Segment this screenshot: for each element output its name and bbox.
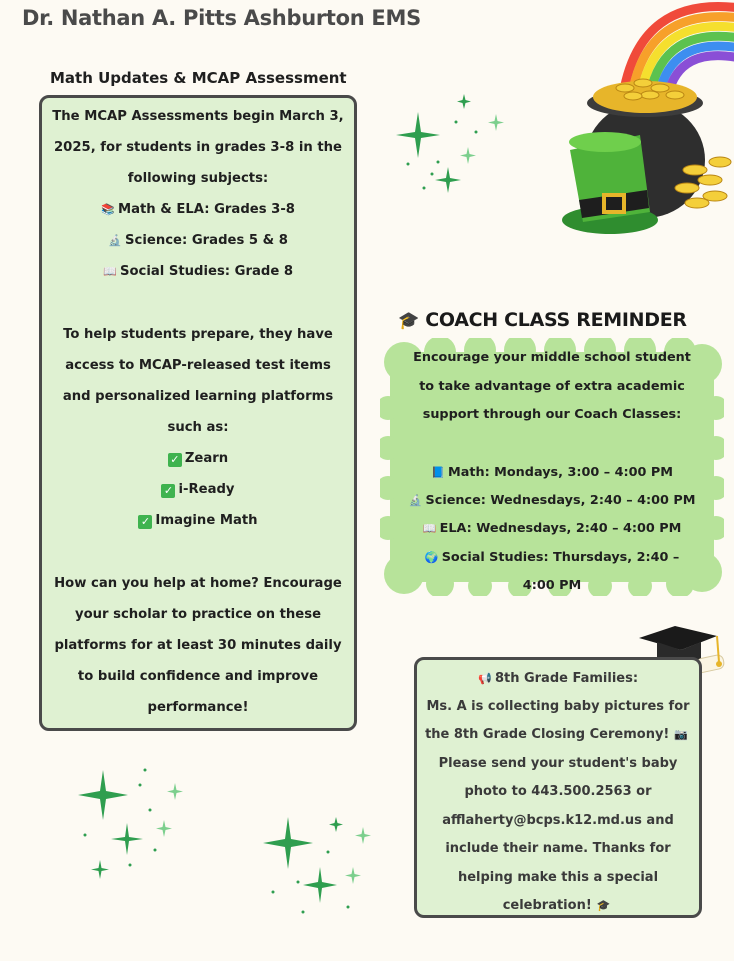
prep-line: To help students prepare, they have	[63, 327, 333, 342]
coach-class-social-studies: 🌍 Social Studies: Thursdays, 2:40 –	[424, 550, 680, 565]
platform-imagine-math: ✓ Imagine Math	[42, 513, 354, 529]
subject-math-ela: 📚 Math & ELA: Grades 3-8	[101, 202, 295, 217]
home-line: How can you help at home? Encourage	[54, 576, 342, 591]
families-line: helping make this a special	[457, 870, 659, 885]
coach-class-ela: 📖 ELA: Wednesdays, 2:40 – 4:00 PM	[422, 521, 682, 536]
books-icon: 📚	[101, 203, 115, 216]
globe-icon: 🌍	[424, 551, 439, 564]
families-header: 📢 8th Grade Families:	[478, 671, 639, 686]
section-subtitle: Math Updates & MCAP Assessment	[50, 69, 347, 87]
families-line: Please send your student's baby	[438, 756, 678, 771]
home-line: platforms for at least 30 minutes daily	[54, 638, 342, 653]
home-line: to build confidence and improve	[77, 669, 319, 684]
open-book-icon: 📖	[422, 522, 437, 535]
megaphone-icon: 📢	[478, 672, 492, 685]
families-line: include their name. Thanks for	[445, 841, 671, 856]
page-title: Dr. Nathan A. Pitts Ashburton EMS	[22, 6, 421, 30]
families-line: Ms. A is collecting baby pictures for	[426, 699, 690, 714]
coach-intro-line: support through our Coach Classes:	[422, 407, 682, 422]
families-line: celebration! 🎓	[502, 898, 611, 913]
families-line: the 8th Grade Closing Ceremony! 📷	[425, 727, 688, 742]
microscope-icon: 🔬	[408, 494, 423, 507]
mcap-line: 2025, for students in grades 3-8 in the	[54, 140, 342, 155]
sparkles-decoration	[258, 812, 378, 927]
microscope-icon: 🔬	[108, 234, 122, 247]
rainbow-pot-of-gold-illustration	[555, 0, 734, 245]
mcap-line: following subjects:	[127, 171, 269, 186]
home-line: your scholar to practice on these	[74, 607, 322, 622]
open-book-icon: 📖	[103, 265, 117, 278]
mcap-info-box	[39, 95, 357, 731]
checkmark-icon: ✓	[168, 453, 182, 467]
coach-class-title: 🎓 COACH CLASS REMINDER	[398, 309, 687, 331]
families-line: photo to 443.500.2563 or	[464, 784, 652, 799]
sparkles-decoration	[388, 92, 508, 212]
families-email-line: afflaherty@bcps.k12.md.us and	[442, 813, 674, 828]
checkmark-icon: ✓	[161, 484, 175, 498]
graduation-cap-icon: 🎓	[596, 899, 611, 912]
home-line: performance!	[147, 700, 249, 715]
mcap-line: The MCAP Assessments begin March 3,	[52, 109, 344, 124]
camera-icon: 📷	[674, 728, 688, 741]
subject-science: 🔬 Science: Grades 5 & 8	[108, 233, 288, 248]
blue-book-icon: 📘	[431, 466, 445, 479]
subject-social-studies: 📖 Social Studies: Grade 8	[103, 264, 294, 279]
coach-class-social-studies-time: 4:00 PM	[522, 578, 582, 593]
prep-line: access to MCAP-released test items	[65, 358, 331, 373]
coach-class-math: 📘 Math: Mondays, 3:00 – 4:00 PM	[431, 465, 674, 480]
sparkles-decoration	[70, 765, 190, 885]
families-announcement-box	[414, 657, 702, 918]
graduation-cap-icon: 🎓	[398, 311, 419, 331]
checkmark-icon: ✓	[138, 515, 152, 529]
prep-line: and personalized learning platforms	[62, 389, 334, 404]
coach-intro-line: to take advantage of extra academic	[419, 379, 685, 394]
prep-line: such as:	[167, 420, 229, 435]
platform-zearn: ✓ Zearn	[42, 451, 354, 467]
coach-class-science: 🔬 Science: Wednesdays, 2:40 – 4:00 PM	[408, 493, 696, 508]
platform-iready: ✓ i-Ready	[42, 482, 354, 498]
coach-intro-line: Encourage your middle school student	[413, 350, 691, 365]
